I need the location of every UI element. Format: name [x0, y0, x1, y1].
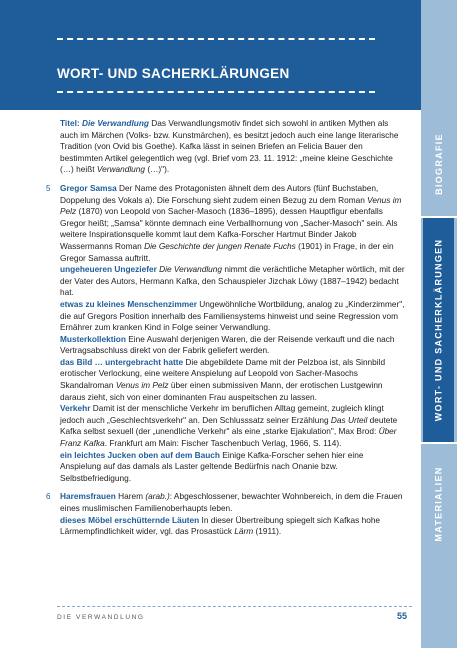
entry-term: ungeheueren Ungeziefer	[60, 264, 157, 275]
entry-italic: Die Verwandlung	[159, 264, 223, 275]
entry-text: über einen submissiven Mann, der erotischen Lustgewinn daraus zieht, sich von einer dominanten Frau auspeitschen zu lassen.	[60, 380, 383, 402]
entry-text: Damit ist der menschliche Verkehr im beruflichen Alltag gemeint, zugleich klingt jedoch auch „Geschlechtsverkehr" an. Den Schlusssatz seiner Erzählung	[60, 403, 384, 425]
glossary-entry	[60, 515, 406, 538]
header-dash-bottom	[57, 91, 375, 93]
sidebar-tab-label: WORT- UND SACHERKLÄRUNGEN	[433, 238, 444, 422]
entry-term: Musterkollektion	[60, 333, 126, 344]
glossary-entry	[60, 299, 406, 334]
entry-text: Ungewöhnliche Wortbildung, analog zu „Kinderzimmer", die auf Gregors Position innerhalb des Familiensystems hinweist und seine Regression vom Ernährer zum kranken Kind in Folge seiner Verwandlung.	[60, 298, 405, 333]
entry-italic: Über Franz Kafka	[60, 426, 397, 449]
entry-term: Verkehr	[60, 403, 91, 414]
entry-text: Die abgebildete Dame mit der Pelzboa ist, als Sinnbild erotischer Verlockung, eine weitere Anspielung auf Leopold von Sacher-Masochs Skandalroman	[60, 356, 386, 391]
entry-text: (1911).	[253, 526, 282, 537]
glossary-entry	[60, 264, 406, 299]
sidebar-tab-label: BIOGRAFIE	[433, 133, 444, 195]
entry-term: ein leichtes Jucken oben auf dem Bauch	[60, 449, 220, 460]
entry-term-italic: Die Verwandlung	[81, 118, 149, 128]
entry-text: deutete Kafka selbst sexuell (der „unendliche Verkehr" als eine „starke Ejakulation", Max Brod:	[60, 414, 398, 437]
entry-term: Haremsfrauen	[60, 491, 116, 502]
page-number: 55	[397, 611, 408, 621]
entry-text: In dieser Übertreibung spiegelt sich Kafkas hohe Lärmempfindlichkeit wider, vgl. das Prosastück	[60, 514, 381, 537]
glossary-entry	[60, 403, 406, 449]
glossary-entry	[60, 450, 406, 485]
entry-term: dieses Möbel erschütternde Läuten	[60, 514, 200, 525]
footer-book-title: DIE VERWANDLUNG	[57, 614, 145, 621]
glossary-entry	[46, 182, 406, 264]
sidebar-tab-label: MATERIALIEN	[433, 466, 444, 542]
entry-term: Titel:	[60, 118, 80, 128]
entry-text: Eine Auswahl derjenigen Waren, die der Reisende verkauft und die nach Vertragsabschluss direkt von der Fabrik geliefert werden.	[60, 333, 395, 356]
entry-term: Gregor Samsa	[60, 182, 117, 193]
entry-term: das Bild … untergebracht hatte	[60, 356, 184, 367]
entry-text: Das Verwandlungsmotiv findet sich sowohl in antiken Mythen als auch im Märchen (Volks- bzw. Kunstmärchen), es besitzt jedoch auch eine lange literarische Tradition (von Ovid bis Goethe). Kafka lässt in seinen Briefen an Felicia Bauer den bestimmten Artikel gelegentlich weg (vgl. Brief vom 23. 11. 1912: „meine kleine Geschichte (…) heißt	[60, 118, 399, 175]
glossary-entry	[60, 118, 406, 176]
entry-italic: Die Geschichte der jungen Renate Fuchs	[144, 240, 296, 251]
entry-italic: (arab.)	[145, 491, 170, 502]
line-number: 6	[46, 492, 51, 502]
glossary-entry	[46, 491, 406, 514]
entry-text: Einige Kafka-Forscher sehen hier eine Anspielung auf das damals als Laster geltende Bedürfnis nach Onanie bzw. Selbstbefriedigung.	[60, 449, 364, 483]
entry-italic: Verwandlung	[96, 164, 146, 175]
line-number: 5	[46, 183, 51, 193]
glossary-entry	[60, 334, 406, 357]
entry-text: . Frankfurt am Main: Fischer Taschenbuch Verlag, 1966, S. 114).	[104, 438, 342, 449]
entry-term: etwas zu kleines Menschenzimmer	[60, 298, 197, 309]
entry-italic: Lärm	[234, 526, 254, 537]
entry-text: (1901) in Frage, in der ein Gregor Samassa auftritt.	[60, 240, 394, 263]
chapter-title: WORT- UND SACHERKLÄRUNGEN	[57, 66, 290, 81]
footer-divider	[57, 606, 412, 607]
sidebar-tab-wort-und-sacherklaerungen[interactable]	[423, 218, 454, 442]
glossary-entry	[60, 357, 406, 403]
header-band	[0, 0, 421, 110]
entry-italic: Venus im Pelz	[115, 380, 169, 391]
sidebar-tab-materialien[interactable]	[423, 444, 454, 564]
entry-text: (1870) von Leopold von Sacher-Masoch (1836–1895), dessen Hauptfigur ebenfalls Gregor heißt; „Samsa" könnte demnach eine Verballhornung von „Sacher-Masoch" sein. Als weitere Inspirationsquelle kommt laut dem Kafka-Forscher Hartmut Binder Jakob Wassermanns Roman	[60, 206, 398, 251]
entry-italic: Venus im Pelz	[60, 194, 402, 217]
entry-italic: Das Urteil	[330, 414, 368, 425]
entry-text: nimmt die verächtliche Metapher wörtlich, mit der der Vater des Autors, Hermann Kafka, den Schauspieler Jizchak Löwy (1887–1942) bedacht hat.	[60, 264, 405, 298]
sidebar-tab-biografie[interactable]	[423, 112, 454, 216]
entry-text: Harem	[115, 491, 146, 502]
header-dash-top	[57, 38, 375, 40]
entry-text: : Abgeschlossener, bewachter Wohnbereich, in dem die Frauen eines muslimischen Familienoberhaupts leben.	[60, 491, 403, 513]
entry-text: (…)").	[145, 164, 170, 175]
glossary-content	[46, 118, 406, 538]
entry-text: Der Name des Protagonisten ähnelt dem des Autors (fünf Buchstaben, Doppelung des Vokals a). Die Forschung sieht zudem einen Bezug zu dem Roman	[60, 182, 379, 205]
